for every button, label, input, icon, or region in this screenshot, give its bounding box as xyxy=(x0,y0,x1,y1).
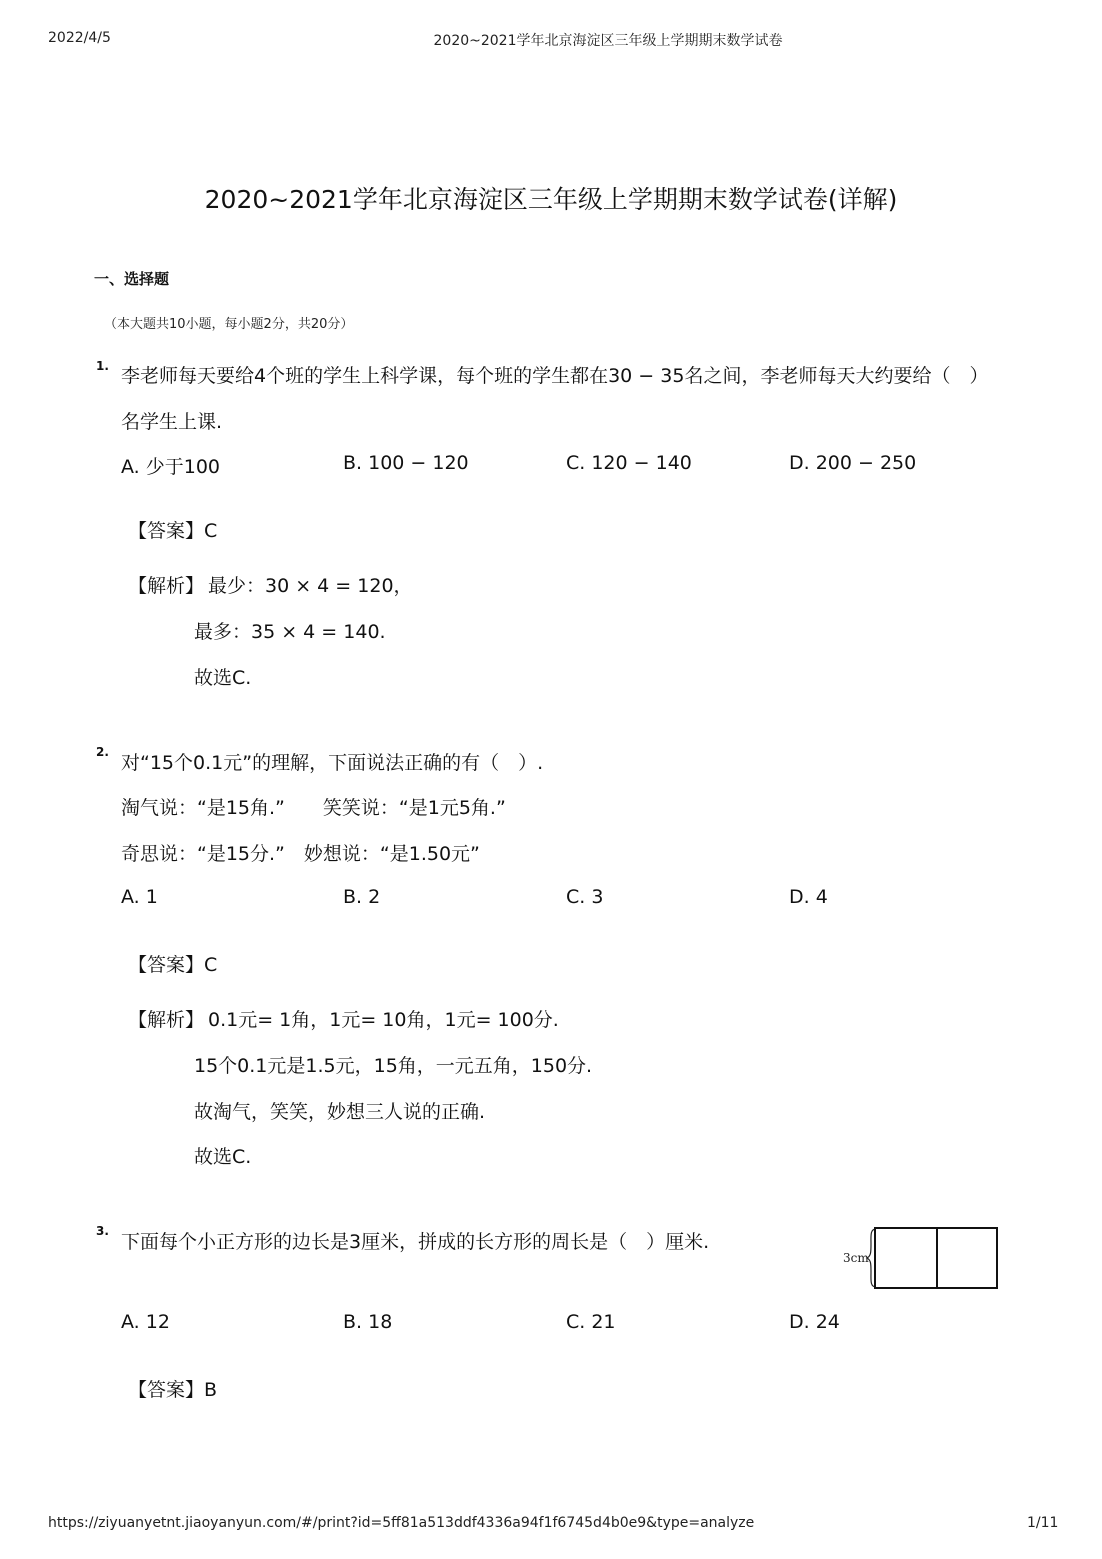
section-note: （本大题共10小题，每小题2分，共20分） xyxy=(104,317,354,332)
option-d: D. 4 xyxy=(789,886,828,908)
option-a: A. 少于100 xyxy=(121,456,221,478)
option-d: D. 24 xyxy=(789,1311,840,1333)
analysis-line: 故选C. xyxy=(194,1146,252,1168)
analysis-line: 最多：35 × 4 = 140. xyxy=(194,621,386,643)
question-text-line: 奇思说：“是15分.” 妙想说：“是1.50元” xyxy=(121,843,480,865)
option-b: B. 100 − 120 xyxy=(343,452,469,474)
analysis-line: 故淘气，笑笑，妙想三人说的正确. xyxy=(194,1101,486,1123)
answer: 【答案】B xyxy=(128,1379,218,1401)
analysis-line: 最少：30 × 4 = 120， xyxy=(208,575,413,597)
analysis-line: 0.1元= 1角，1元= 10角，1元= 100分. xyxy=(208,1009,559,1031)
print-doc-title: 2020~2021学年北京海淀区三年级上学期期末数学试卷 xyxy=(433,33,783,49)
page-number: 1/11 xyxy=(1027,1515,1059,1531)
rectangle-figure xyxy=(838,1224,1004,1294)
option-c: C. 3 xyxy=(566,886,604,908)
analysis-line: 故选C. xyxy=(194,667,252,689)
option-d: D. 200 − 250 xyxy=(789,452,917,474)
option-c: C. 21 xyxy=(566,1311,616,1333)
question-text-line: 对“15个0.1元”的理解，下面说法正确的有（ ）. xyxy=(121,752,544,774)
question-text-line: 下面每个小正方形的边长是3厘米，拼成的长方形的周长是（ ）厘米. xyxy=(121,1231,710,1253)
question-number: 1. xyxy=(96,359,109,373)
question-text-line: 淘气说：“是15角.” 笑笑说：“是1元5角.” xyxy=(121,797,506,819)
analysis-line: 15个0.1元是1.5元，15角，一元五角，150分. xyxy=(194,1055,593,1077)
answer: 【答案】C xyxy=(128,954,218,976)
question-number: 2. xyxy=(96,745,109,759)
answer: 【答案】C xyxy=(128,520,218,542)
footer-url: https://ziyuanyetnt.jiaoyanyun.com/#/print?id=5ff81a513ddf4336a94f1f6745d4b0e9&type=analyze xyxy=(48,1515,755,1531)
option-a: A. 12 xyxy=(121,1311,170,1333)
side-length-label: 3cm xyxy=(843,1251,869,1265)
question-number: 3. xyxy=(96,1224,109,1238)
print-date: 2022/4/5 xyxy=(48,30,111,46)
analysis-label: 【解析】 xyxy=(128,1009,205,1031)
question-text-line: 李老师每天要给4个班的学生上科学课，每个班的学生都在30 − 35名之间，李老师每天大约要给（ ） xyxy=(121,365,989,387)
page-title: 2020~2021学年北京海淀区三年级上学期期末数学试卷(详解) xyxy=(204,185,898,214)
option-b: B. 18 xyxy=(343,1311,393,1333)
option-b: B. 2 xyxy=(343,886,381,908)
analysis-label: 【解析】 xyxy=(128,575,205,597)
section-heading: 一、选择题 xyxy=(94,270,170,288)
question-text-line: 名学生上课. xyxy=(121,411,223,433)
option-c: C. 120 − 140 xyxy=(566,452,692,474)
option-a: A. 1 xyxy=(121,886,158,908)
